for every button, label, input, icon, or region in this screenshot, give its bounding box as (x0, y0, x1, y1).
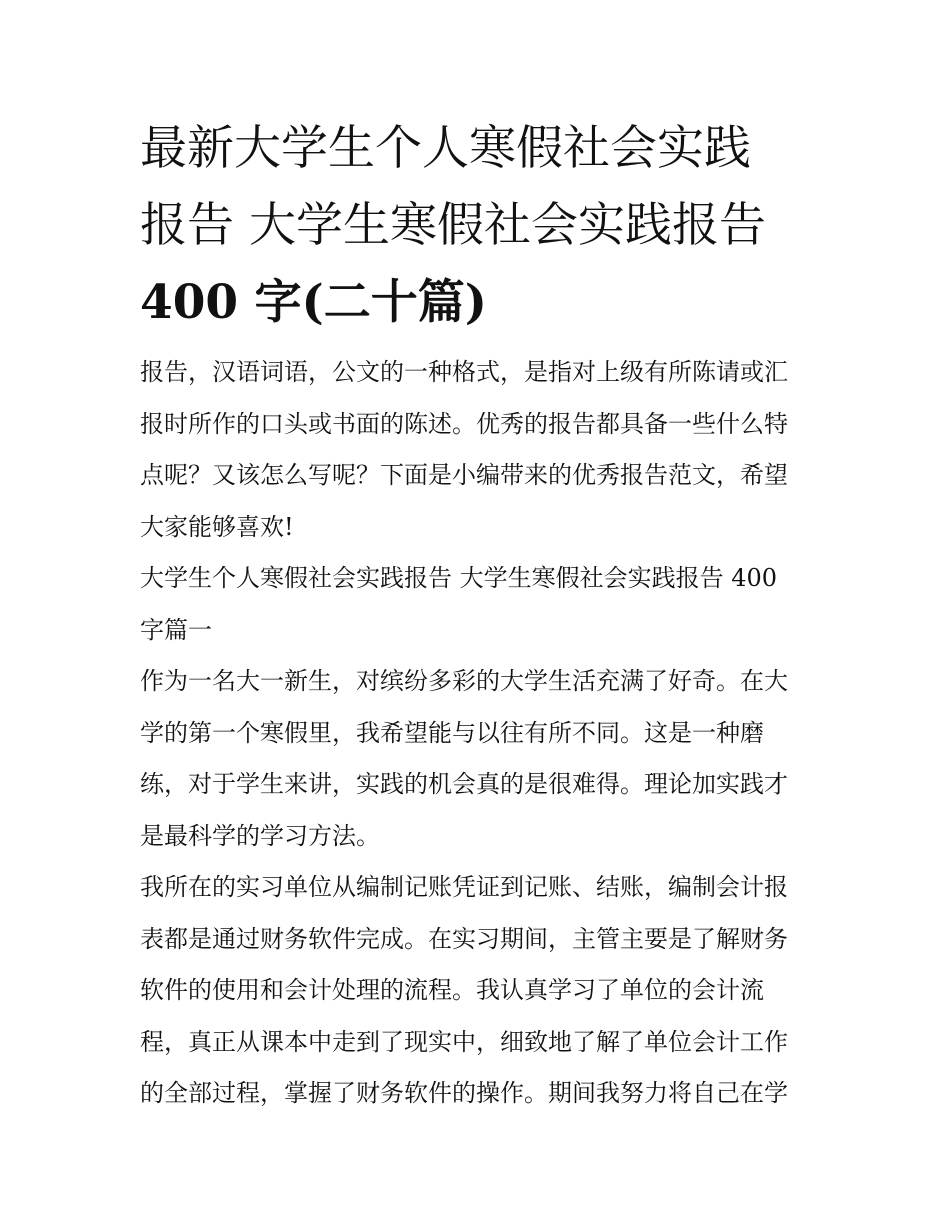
intro-line: 报告，汉语词语，公文的一种格式，是指对上级有所陈请或汇 (140, 358, 788, 386)
intro-line: 点呢？又该怎么写呢？下面是小编带来的优秀报告范文，希望 (140, 461, 788, 489)
section-heading-line: 字篇一 (140, 615, 212, 644)
paragraph-line: 是最科学的学习方法。 (140, 821, 380, 850)
paragraph-line: 作为一名大一新生，对缤纷多彩的大学生活充满了好奇。在大 (140, 667, 788, 695)
paragraph-line: 学的第一个寒假里，我希望能与以往有所不同。这是一种磨 (140, 718, 764, 747)
title-line: 报告 大学生寒假社会实践报告 (140, 198, 766, 253)
title-line: 最新大学生个人寒假社会实践 (140, 121, 751, 176)
document-title (140, 110, 815, 341)
paragraph-line: 表都是通过财务软件完成。在实习期间，主管主要是了解财务 (140, 924, 788, 953)
paragraph-line: 的全部过程，掌握了财务软件的操作。期间我努力将自己在学 (140, 1079, 788, 1107)
intro-line: 大家能够喜欢! (140, 512, 294, 541)
intro-line: 报时所作的口头或书面的陈述。优秀的报告都具备一些什么特 (140, 409, 788, 438)
section-heading-line: 大学生个人寒假社会实践报告 大学生寒假社会实践报告 400 (140, 564, 778, 592)
paragraph-line: 练，对于学生来讲，实践的机会真的是很难得。理论加实践才 (140, 770, 788, 798)
document-body (140, 347, 815, 1120)
title-line: 400 字(二十篇) (140, 275, 487, 330)
paragraph-line: 软件的使用和会计处理的流程。我认真学习了单位的会计流 (140, 976, 764, 1004)
paragraph-line: 我所在的实习单位从编制记账凭证到记账、结账，编制会计报 (140, 873, 788, 901)
paragraph-line: 程，真正从课本中走到了现实中，细致地了解了单位会计工作 (140, 1027, 788, 1056)
document-content (140, 110, 815, 1120)
